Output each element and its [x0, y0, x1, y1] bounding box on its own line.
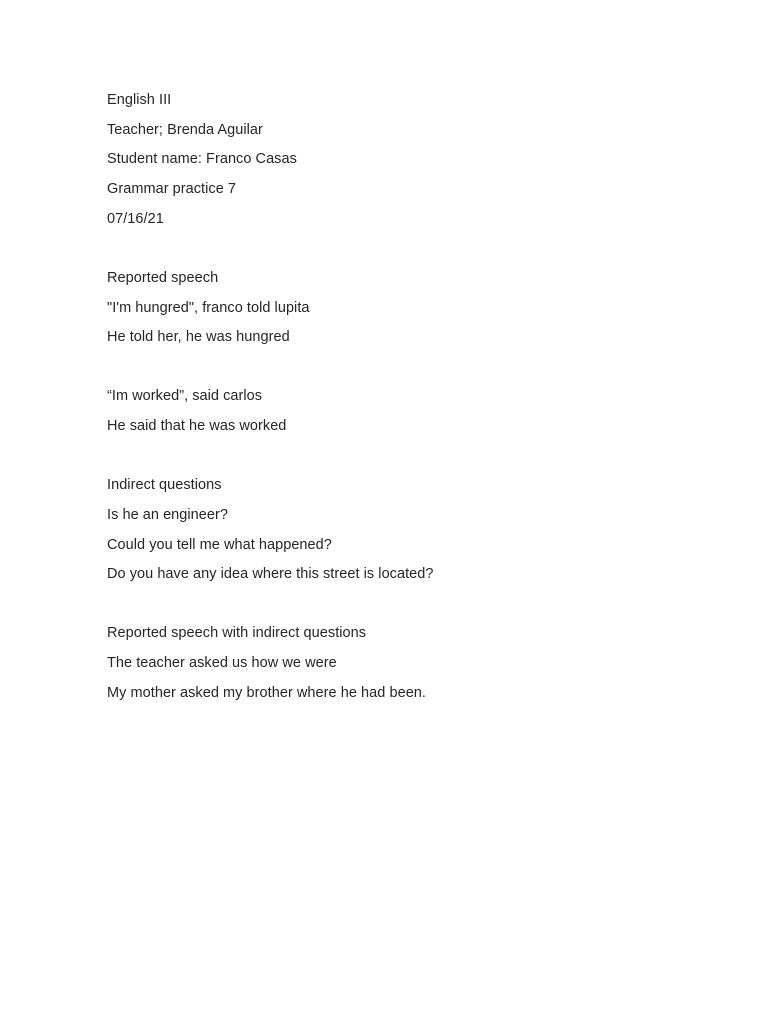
section-heading-reported-indirect: Reported speech with indirect questions [107, 625, 367, 641]
example-reported-2: He said that he was worked [107, 418, 287, 434]
section-heading-reported-speech: Reported speech [107, 270, 219, 286]
course-title: English III [107, 92, 172, 108]
teacher-name: Teacher; Brenda Aguilar [107, 122, 263, 138]
indirect-question-2: Could you tell me what happened? [107, 537, 332, 553]
reported-indirect-sentence-1: The teacher asked us how we were [107, 655, 337, 671]
reported-indirect-sentence-2: My mother asked my brother where he had been. [107, 685, 426, 701]
example-direct-2: “Im worked”, said carlos [107, 388, 263, 404]
indirect-question-1: Is he an engineer? [107, 507, 229, 523]
assignment-title: Grammar practice 7 [107, 181, 237, 197]
example-direct-1: "I'm hungred", franco told lupita [107, 300, 310, 316]
example-reported-1: He told her, he was hungred [107, 329, 290, 345]
document-date: 07/16/21 [107, 211, 164, 227]
student-name: Student name: Franco Casas [107, 151, 297, 167]
indirect-question-3: Do you have any idea where this street is located? [107, 566, 434, 582]
section-heading-indirect-questions: Indirect questions [107, 477, 222, 493]
